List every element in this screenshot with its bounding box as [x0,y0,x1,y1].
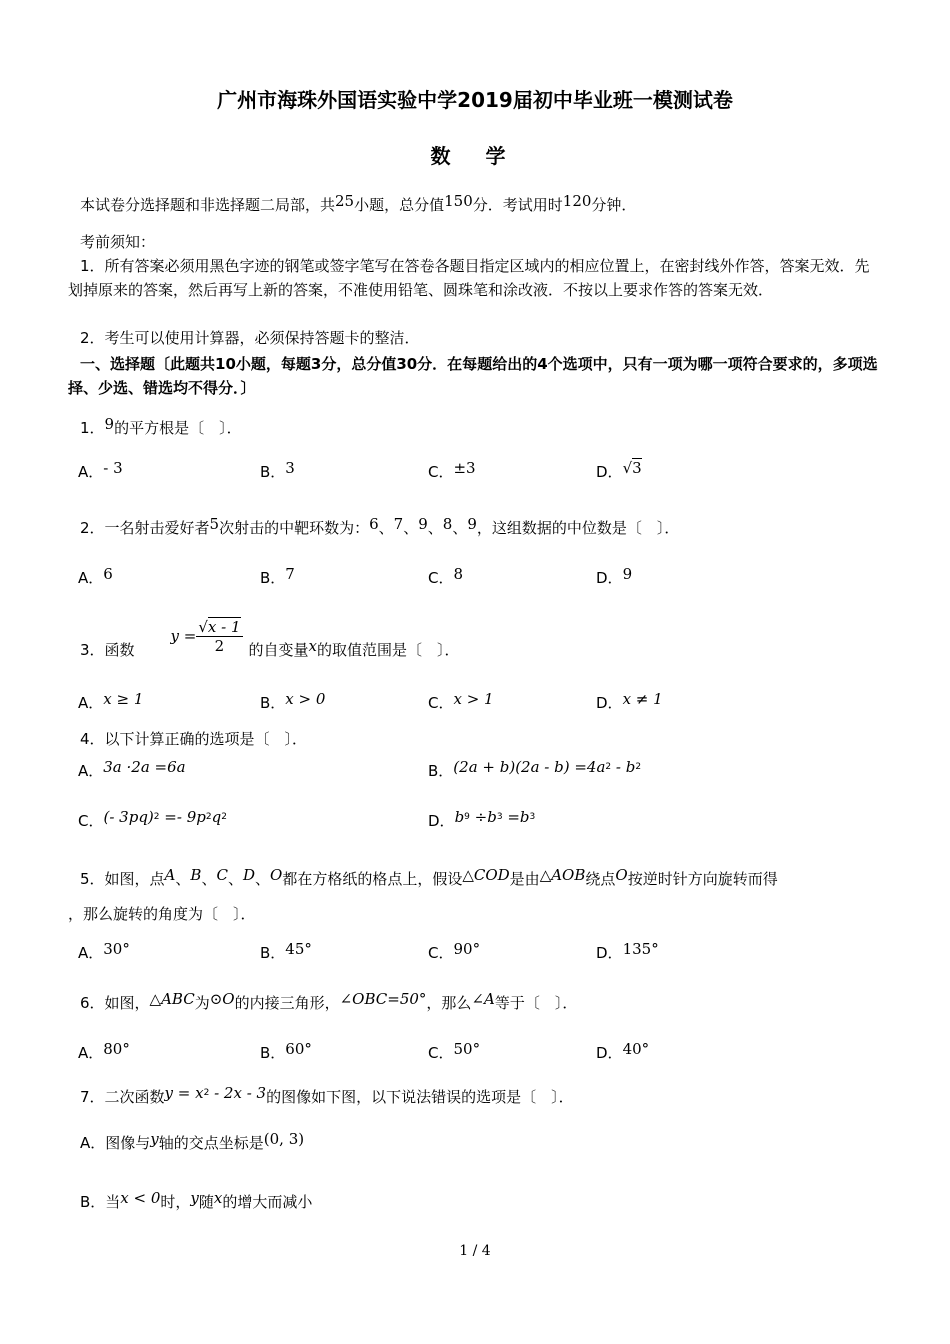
subject-title: 数 学 [430,144,520,168]
q5-option-d [596,942,659,963]
q5-sep: 、 [175,870,191,888]
q7-suffix: 的图像如下图，以下说法错误的选项是〔 〕． [266,1088,574,1106]
q3-mid: 的自变量 [248,641,309,659]
q5-option-a [78,942,130,963]
q5-sep: 、 [227,870,243,888]
q3-c-label: C． [428,694,454,712]
q3-a-value: x ≥ 1 [103,690,144,708]
intro-question-count: 25 [335,192,355,210]
question-1 [80,417,242,438]
q5-prefix: 5．如图，点 [80,870,165,888]
q4-option-b [428,760,641,781]
q2-b-value: 7 [285,565,295,583]
q7-function-1: y = x [164,1084,204,1102]
q6-circle: ⊙O [209,990,235,1008]
q6-option-c [428,1042,480,1063]
q6-a-label: A． [78,1044,104,1062]
q1-option-c [428,461,476,482]
q4-a-value: 3a ·2a =6a [103,758,186,776]
section-1-heading: 一、选择题〔此题共10小题，每题3分，总分值30分．在每题给出的4个选项中，只有一项为哪一项符合要求的，多项选择、少选、错选均不得分．〕 [68,355,878,397]
q4-d-exp-1: 9 [464,812,470,822]
q2-d-label: D． [596,569,623,587]
q6-b-value: 60° [285,1040,312,1058]
q4-d-exp-3: 3 [529,812,536,822]
question-2 [80,517,679,538]
q2-prefix: 2．一名射击爱好者 [80,519,210,537]
exam-title: 广州市海珠外国语实验中学2019届初中毕业班一模测试卷 [217,88,733,112]
q6-prefix: 6．如图， [80,994,150,1012]
sqrt-icon: √ [198,618,208,636]
q6-c-value: 50° [453,1040,481,1058]
intro-line [80,194,636,215]
q7-a-point: (0, 3) [263,1130,305,1148]
q2-option-c [428,567,463,588]
q7-b-text-1: B．当 [80,1193,121,1211]
intro-time: 120 [562,192,592,210]
intro-text-4: 分钟． [591,196,637,214]
q5-point-o: O [270,866,283,884]
q5-a-label: A． [78,944,104,962]
q6-text-4: 等于〔 〕． [494,994,578,1012]
q4-d-exp-2: 3 [496,812,503,822]
q5-point-b: B [190,866,202,884]
q4-d-label: D． [428,812,455,830]
q1-prefix: 1． [80,419,105,437]
q5-b-label: B． [260,944,286,962]
q3-a-label: A． [78,694,104,712]
q5-triangle-aob: △AOB [539,866,586,884]
q5-c-label: C． [428,944,454,962]
q2-sep: 、 [378,519,394,537]
q2-value-2: 7 [393,515,404,533]
q5-b-value: 45° [285,940,312,958]
q5-a-value: 30° [103,940,130,958]
notes-item-2: 2．考生可以使用计算器，必须保持答题卡的整洁． [80,329,420,347]
q4-b-exp-2: 2 [635,762,642,772]
q4-c-exp-1: 2 [153,812,160,822]
q1-c-value: ±3 [453,459,476,477]
q5-point-d: D [242,866,255,884]
q1-b-label: B． [260,463,286,481]
q7-b-y: y [190,1189,199,1207]
question-3 [80,618,460,669]
q2-b-label: B． [260,569,286,587]
q2-sep: 、 [427,519,443,537]
q2-a-label: A． [78,569,104,587]
q3-suffix: 的取值范围是〔 〕． [317,641,460,659]
q2-suffix: ，这组数据的中位数是〔 〕． [476,519,680,537]
q7-option-b [80,1191,312,1212]
q6-c-label: C． [428,1044,454,1062]
notes-heading: 考前须知： [80,233,156,251]
q5-point-o-2: O [615,866,628,884]
q3-lhs: y = [170,627,197,645]
q3-fraction [196,618,242,655]
q2-value-5: 9 [467,515,477,533]
q4-d-value: b [454,808,465,826]
q2-value-3: 9 [418,515,428,533]
q2-c-value: 8 [453,565,464,583]
question-4: 4．以下计算正确的选项是〔 〕． [80,730,308,748]
question-6 [80,992,577,1013]
question-5 [80,868,778,889]
q6-option-d [596,1042,649,1063]
q5-text-2: 是由 [509,870,540,888]
q1-a-label: A． [78,463,104,481]
q5-sep: 、 [201,870,217,888]
q5-option-b [260,942,312,963]
q5-sep: 、 [254,870,270,888]
q5-text-4: 按逆时针方向旋转而得 [627,870,778,888]
q7-a-text-1: A．图像与 [80,1134,151,1152]
q2-value-4: 8 [442,515,453,533]
q3-prefix: 3．函数 [80,641,135,659]
q5-text-3: 绕点 [585,870,616,888]
q7-function-exp: 2 [203,1088,210,1098]
q7-b-text-4: 的增大而减小 [222,1193,313,1211]
q3-radicand: x - 1 [207,618,241,636]
q2-option-a [78,567,113,588]
q4-c-mid: =- 9p [159,808,206,826]
q3-d-label: D． [596,694,623,712]
q7-b-text-3: 随 [198,1193,214,1211]
q2-a-value: 6 [103,565,113,583]
q1-option-a [78,461,123,482]
q6-a-value: 80° [103,1040,130,1058]
q6-text-1: 为 [194,994,210,1012]
q6-d-value: 40° [622,1040,650,1058]
q4-b-exp-1: 2 [605,762,612,772]
q1-a-value: - 3 [103,459,123,477]
q3-option-d [596,692,663,713]
q1-d-label: D． [596,463,623,481]
intro-total-score: 150 [444,192,473,210]
q3-var: x [308,637,318,655]
q6-angle: ∠OBC=50° [339,990,427,1008]
q6-d-label: D． [596,1044,623,1062]
q2-c-label: C． [428,569,454,587]
q2-value-1: 6 [369,515,379,533]
q4-d-mid: ÷b [469,808,497,826]
intro-text-1: 本试卷分选择题和非选择题二局部，共 [80,196,336,214]
q4-c-q: q [211,808,222,826]
q3-option-c [428,692,494,713]
q6-b-label: B． [260,1044,286,1062]
q4-option-c [78,810,227,831]
q1-option-d [596,461,642,482]
q7-prefix: 7．二次函数 [80,1088,165,1106]
question-7 [80,1086,574,1107]
q5-option-c [428,942,480,963]
q2-count: 5 [209,515,220,533]
q3-option-a [78,692,143,713]
q5-text-1: 都在方格纸的格点上，假设 [282,870,463,888]
q5-point-c: C [216,866,228,884]
q3-b-label: B． [260,694,286,712]
q5-point-a: A [164,866,176,884]
q7-b-text-2: 时， [160,1193,191,1211]
q6-triangle: △ABC [149,990,195,1008]
q5-d-value: 135° [622,940,659,958]
notes-item-1: 1．所有答案必须用黑色字迹的钢笔或签字笔写在答卷各题目指定区域内的相应位置上，在密封线外作答，答案无效．先划掉原来的答案，然后再写上新的答案，不准使用铅笔、圆珠笔和涂改液．不按以上要求作答的答案无效． [68,257,870,299]
q2-mid: 次射击的中靶环数为： [219,519,370,537]
intro-text-3: 分．考试用时 [472,196,563,214]
q3-b-value: x > 0 [285,690,326,708]
q6-angle-a: ∠A [471,990,495,1008]
q2-option-b [260,567,295,588]
q6-option-a [78,1042,130,1063]
q1-stem: 的平方根是〔 〕． [114,419,242,437]
q1-c-label: C． [428,463,454,481]
q4-b-label: B． [428,762,454,780]
q6-text-3: ，那么 [426,994,472,1012]
q3-denominator: 2 [214,637,225,655]
q5-c-value: 90° [453,940,481,958]
q7-b-x: x [213,1189,223,1207]
q7-option-a [80,1132,304,1153]
q4-a-label: A． [78,762,104,780]
q5-line-2: ，那么旋转的角度为〔 〕． [68,905,256,923]
q3-numerator [196,618,242,637]
q4-c-exp-2: 2 [205,812,212,822]
q6-text-2: 的内接三角形， [234,994,340,1012]
q2-d-value: 9 [622,565,633,583]
q2-sep: 、 [403,519,419,537]
q7-function-2: - 2x - 3 [209,1084,267,1102]
q4-option-d [428,810,535,831]
q3-option-b [260,692,325,713]
q2-sep: 、 [452,519,468,537]
q1-d-value: 3 [632,459,642,477]
q7-a-var: y [150,1130,159,1148]
q4-c-label: C． [78,812,104,830]
q4-option-a [78,760,186,781]
q4-b-tail: - b [611,758,636,776]
q4-d-tail: =b [502,808,530,826]
q4-c-exp-3: 2 [221,812,227,822]
q4-b-value: (2a + b)(2a - b) =4a [453,758,606,776]
q1-option-b [260,461,295,482]
q4-c-value: (- 3pq) [103,808,154,826]
q5-d-label: D． [596,944,623,962]
q7-a-text-2: 轴的交点坐标是 [158,1134,264,1152]
q3-c-value: x > 1 [453,690,494,708]
q1-b-value: 3 [285,459,295,477]
q2-option-d [596,567,632,588]
sqrt-icon: √ [622,459,633,477]
page-number: 1 / 4 [459,1243,491,1259]
intro-text-2: 小题，总分值 [354,196,445,214]
q1-number: 9 [104,415,115,433]
q7-b-condition: x < 0 [120,1189,161,1207]
q3-d-value: x ≠ 1 [622,690,663,708]
q6-option-b [260,1042,312,1063]
q5-triangle-cod: △COD [462,866,510,884]
